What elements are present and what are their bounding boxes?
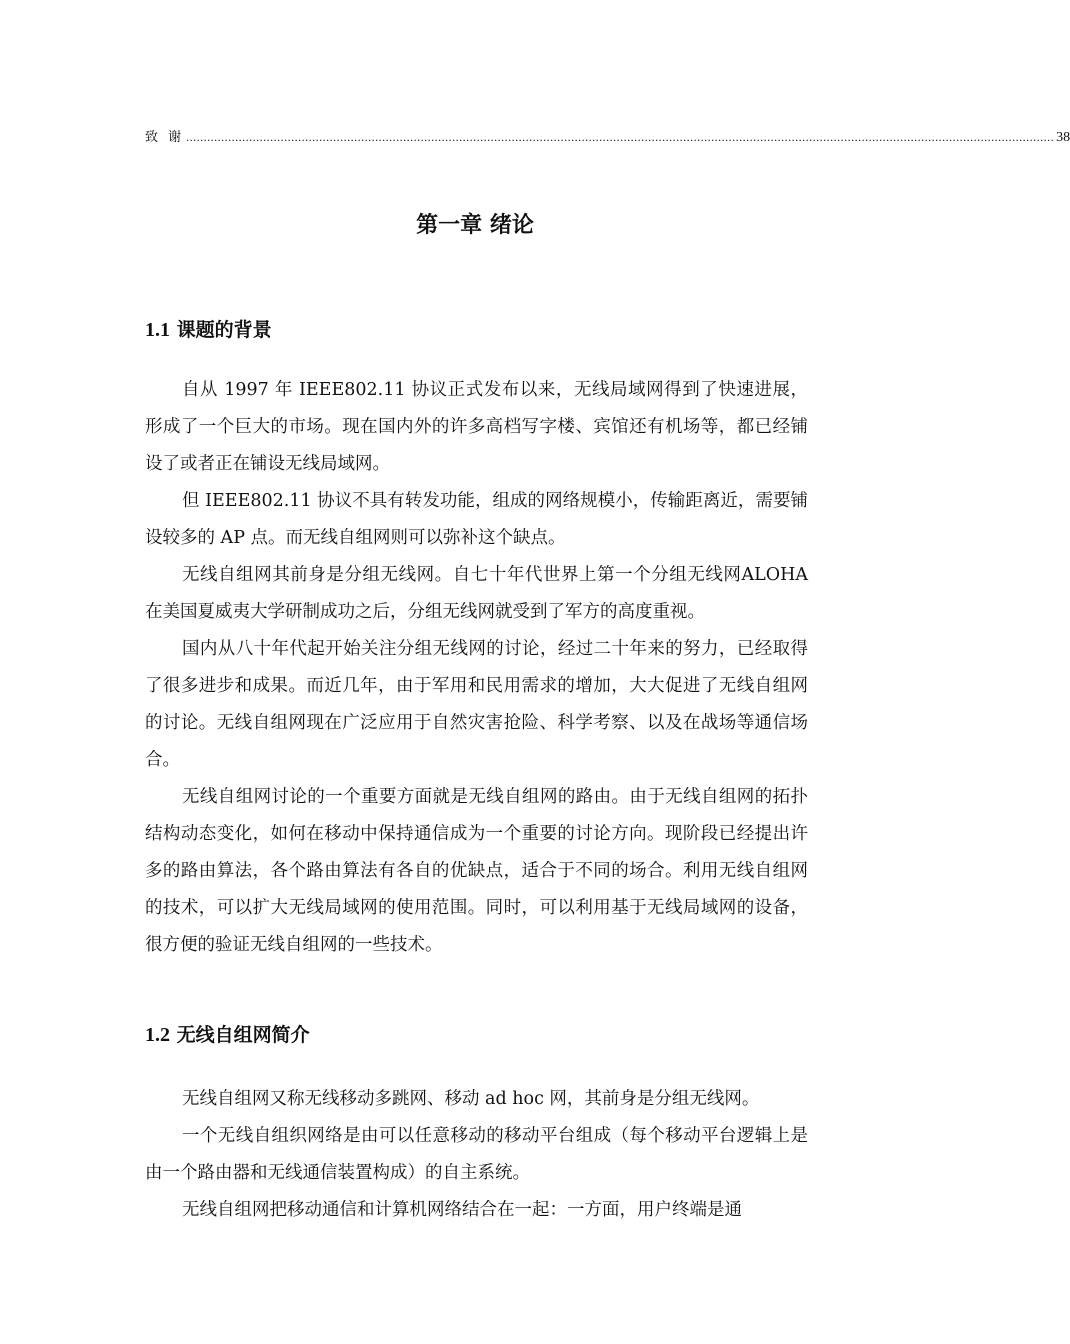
paragraph: 一个无线自组织网络是由可以任意移动的移动平台组成（每个移动平台逻辑上是由一个路由器和无线通信装置构成）的自主系统。 (145, 1126, 808, 1183)
toc-entry-label: 致 谢 (145, 130, 185, 145)
paragraph: 无线自组网把移动通信和计算机网络结合在一起：一方面，用户终端是通 (182, 1200, 742, 1220)
section-title-text: 课题的背景 (176, 319, 272, 341)
paragraph: 无线自组网讨论的一个重要方面就是无线自组网的路由。由于无线自组网的拓扑结构动态变化，如何在移动中保持通信成为一个重要的讨论方向。现阶段已经提出许多的路由算法，各个路由算法有各自的优缺点，适合于不同的场合。利用无线自组网的技术，可以扩大无线局域网的使用范围。同时，可以利用基于无线局域网的设备，很方便的验证无线自组网的一些技术。 (145, 787, 808, 955)
section-body-1-1 (145, 372, 808, 964)
toc-leader-dots: ........................................................................................................................................................................................................................................................ (186, 130, 1055, 144)
section-heading-1-2 (145, 1019, 310, 1051)
section-number: 1.2 (145, 1024, 170, 1046)
toc-page-number: 38 (1056, 130, 1070, 145)
section-number: 1.1 (145, 319, 170, 341)
paragraph: 但 IEEE802.11 协议不具有转发功能，组成的网络规模小，传输距离近，需要铺设较多的 AP 点。而无线自组网则可以弥补这个缺点。 (145, 491, 808, 548)
paragraph: 无线自组网又称无线移动多跳网、移动 ad hoc 网，其前身是分组无线网。 (182, 1089, 760, 1109)
chapter-title: 第一章 绪论 (416, 213, 534, 238)
paragraph: 国内从八十年代起开始关注分组无线网的讨论，经过二十年来的努力，已经取得了很多进步和成果。而近几年，由于军用和民用需求的增加，大大促进了无线自组网的讨论。无线自组网现在广泛应用于自然灾害抢险、科学考察、以及在战场等通信场合。 (145, 639, 808, 770)
section-body-1-2 (145, 1081, 808, 1229)
paragraph: 自从 1997 年 IEEE802.11 协议正式发布以来，无线局域网得到了快速进展，形成了一个巨大的市场。现在国内外的许多高档写字楼、宾馆还有机场等，都已经铺设了或者正在铺设无线局域网。 (145, 380, 808, 474)
section-heading-1-1 (145, 314, 272, 346)
toc-entry-acknowledgements[interactable] (145, 127, 1070, 147)
paragraph: 无线自组网其前身是分组无线网。自七十年代世界上第一个分组无线网ALOHA 在美国夏威夷大学研制成功之后，分组无线网就受到了军方的高度重视。 (145, 565, 808, 622)
section-title-text: 无线自组网简介 (176, 1024, 310, 1046)
